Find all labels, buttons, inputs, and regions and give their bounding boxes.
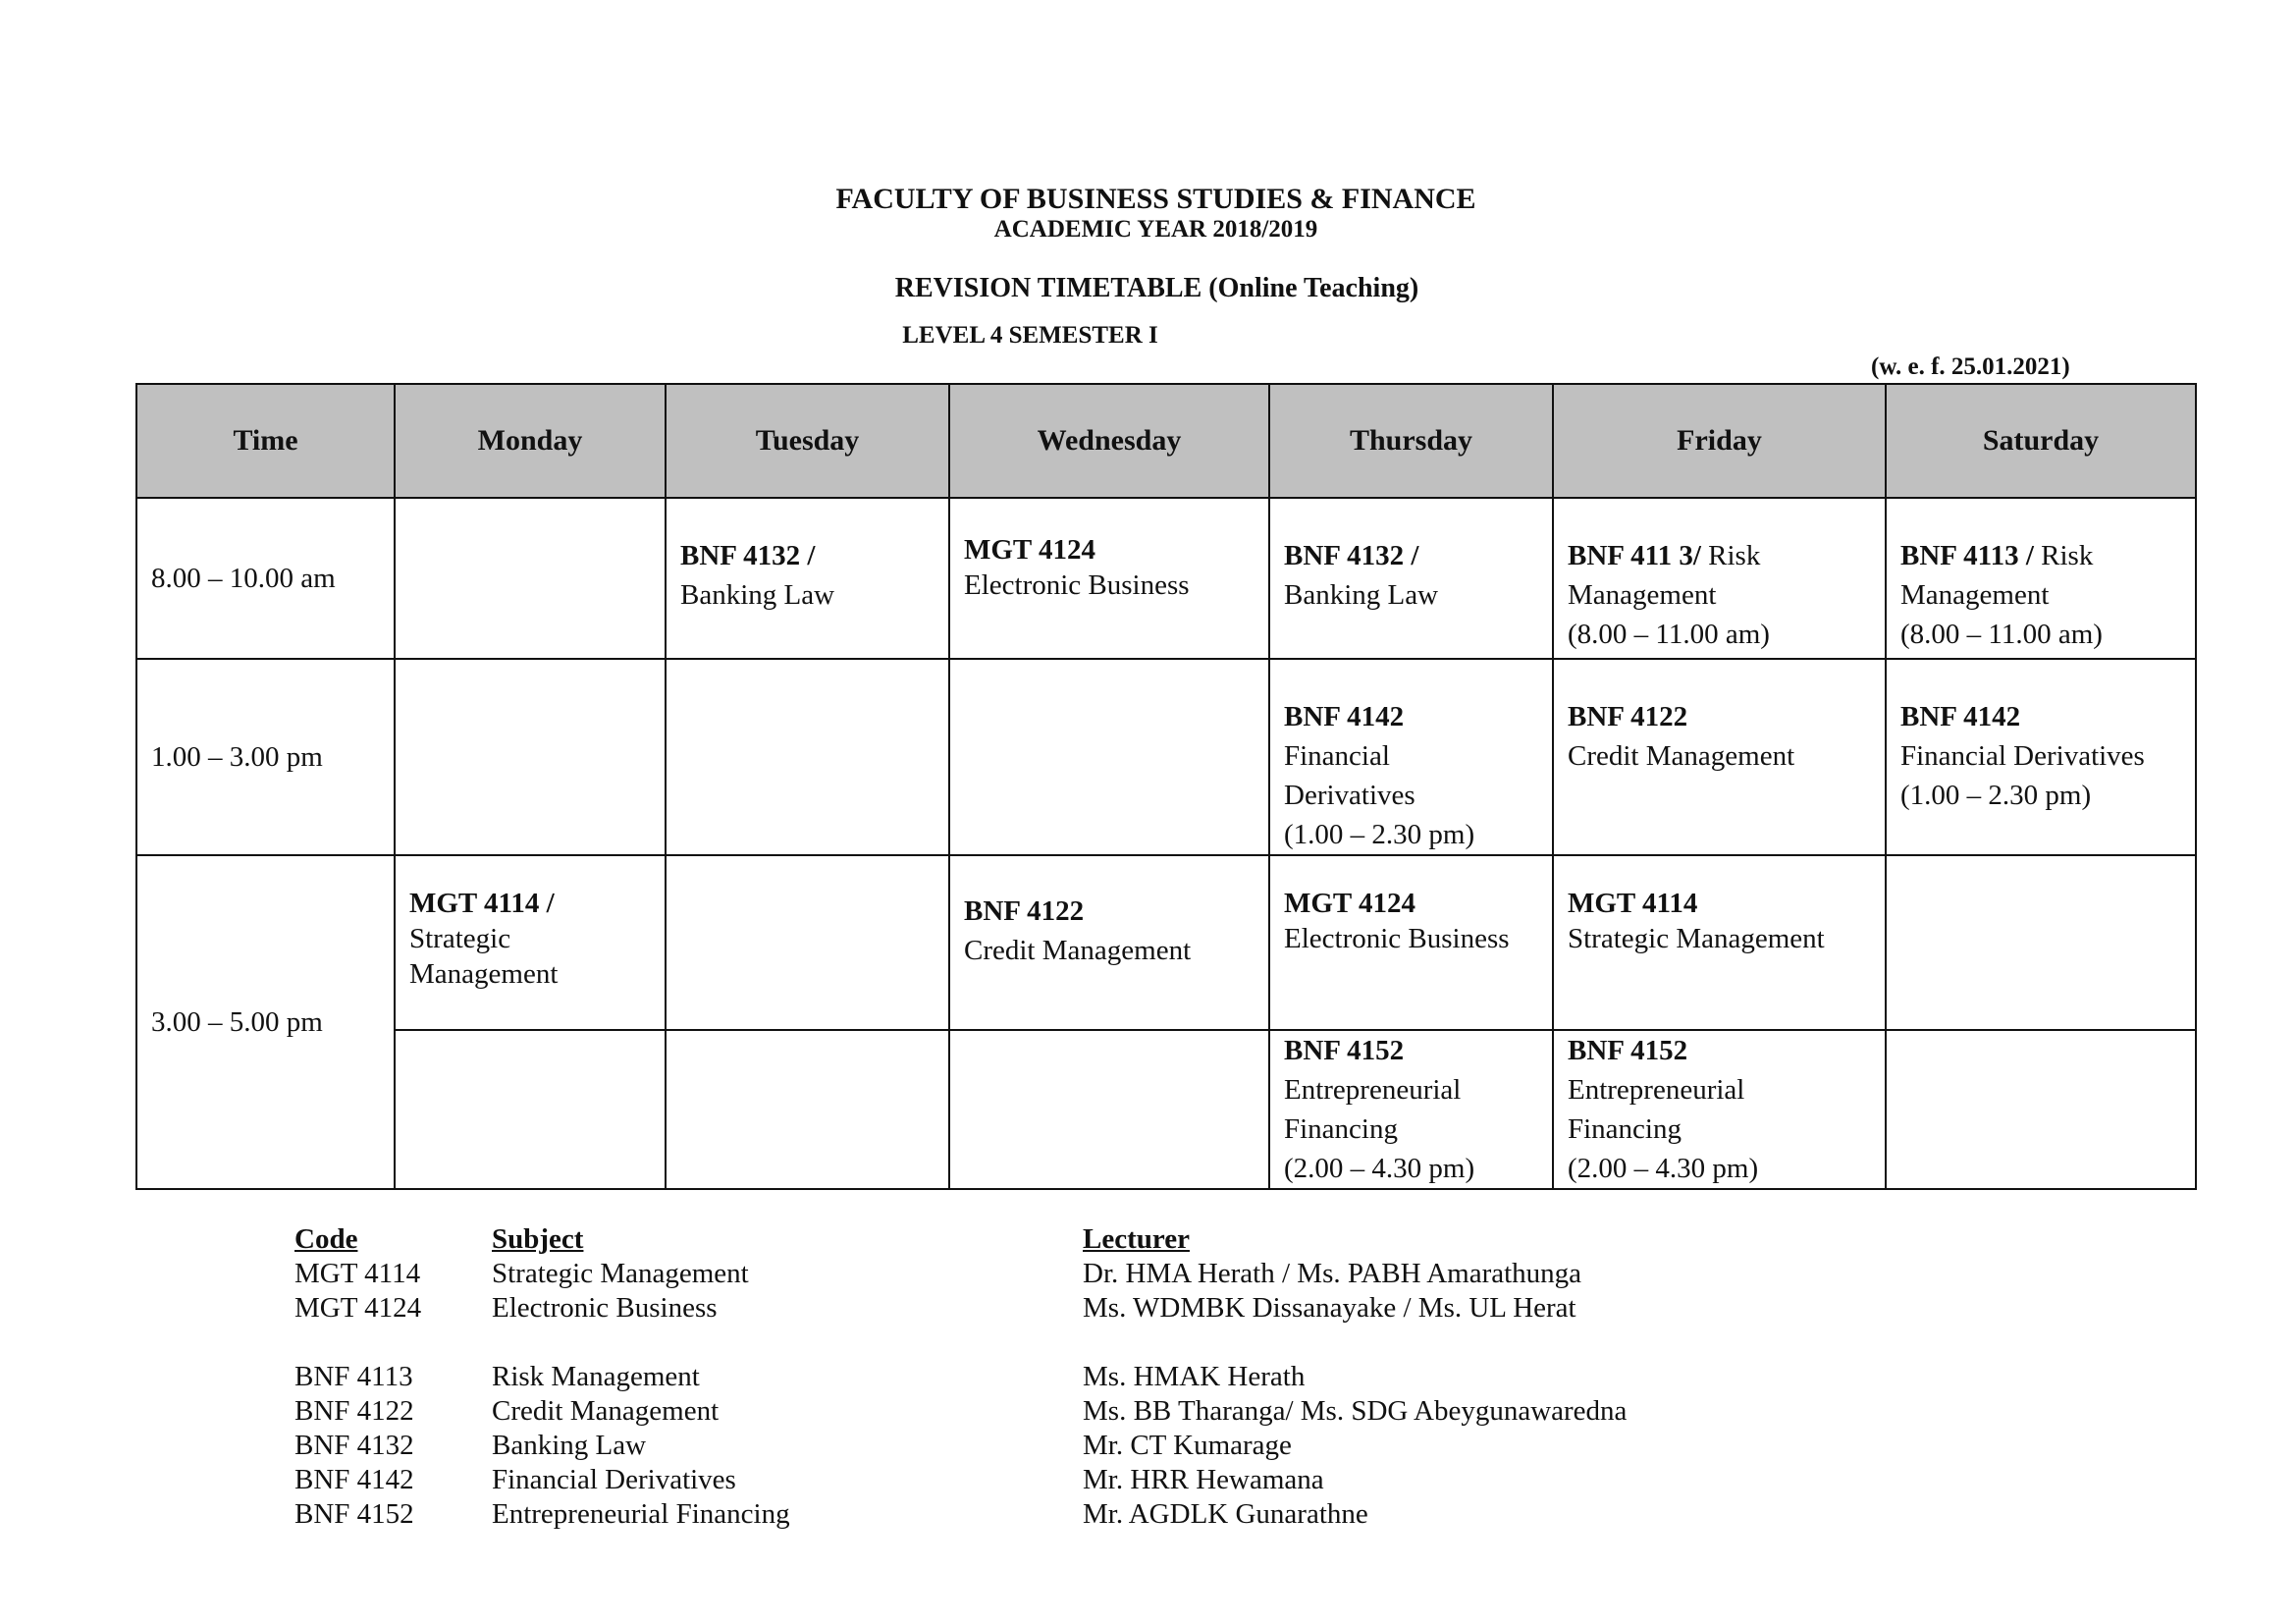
time-cell: 3.00 – 5.00 pm [136,855,395,1189]
legend-subject-column [492,1222,790,1532]
table-row [136,1030,2196,1189]
course-time-note: (8.00 – 11.00 am) [1568,619,1770,650]
legend-code: BNF 4142 [294,1464,414,1495]
empty-cell [1886,1030,2196,1189]
course-code: MGT 4124 [964,534,1095,566]
legend-lecturer: Mr. CT Kumarage [1083,1430,1292,1461]
legend-lecturer: Ms. WDMBK Dissanayake / Ms. UL Herat [1083,1292,1576,1324]
course-subject: Derivatives [1284,780,1415,811]
col-header-monday: Monday [395,384,666,498]
legend-code: BNF 4152 [294,1498,414,1530]
course-subject: Electronic Business [1284,923,1510,954]
legend-lecturer: Ms. HMAK Herath [1083,1361,1306,1392]
course-time-note: (8.00 – 11.00 am) [1900,619,2103,650]
course-subject: Financing [1568,1113,1682,1145]
course-code: BNF 411 3/ [1568,540,1701,571]
legend-lecturer-header: Lecturer [1083,1223,1190,1255]
course-subject: Entrepreneurial [1284,1074,1462,1106]
legend-subject: Entrepreneurial Financing [492,1498,790,1530]
legend-subject: Electronic Business [492,1292,718,1324]
class-cell [949,498,1269,659]
empty-cell [949,1030,1269,1189]
class-cell [1269,659,1553,855]
class-cell [949,855,1269,1030]
course-subject: Electronic Business [964,569,1190,601]
course-code: BNF 4113 / [1900,540,2034,571]
col-header-thursday: Thursday [1269,384,1553,498]
class-cell [395,855,666,1030]
course-code: BNF 4132 / [680,540,816,571]
class-cell [666,498,949,659]
faculty-title: FACULTY OF BUSINESS STUDIES & FINANCE [835,183,1476,215]
course-code: BNF 4122 [1568,701,1688,732]
course-subject: Entrepreneurial [1568,1074,1745,1106]
course-subject: Management [1568,579,1717,611]
class-cell [1553,1030,1886,1189]
timetable [135,383,2197,1190]
empty-cell [949,659,1269,855]
course-time-note: (2.00 – 4.30 pm) [1284,1153,1475,1184]
legend-code: BNF 4113 [294,1361,413,1392]
legend-code: BNF 4122 [294,1395,414,1427]
course-subject: Credit Management [1568,740,1795,772]
class-cell [1886,659,2196,855]
legend-subject-header: Subject [492,1223,584,1255]
legend-subject: Credit Management [492,1395,720,1427]
course-subject: Credit Management [964,935,1192,966]
legend-subject: Strategic Management [492,1258,749,1289]
col-header-tuesday: Tuesday [666,384,949,498]
class-cell [1553,498,1886,659]
empty-cell [666,855,949,1030]
level-semester: LEVEL 4 SEMESTER I [902,322,1158,349]
course-code: BNF 4142 [1284,701,1405,732]
course-subject: Management [1900,579,2050,611]
col-header-wednesday: Wednesday [949,384,1269,498]
course-subject: Banking Law [1284,579,1439,611]
course-subject: Strategic Management [1568,923,1825,954]
empty-cell [666,1030,949,1189]
course-subject: Management [409,958,559,990]
course-code: BNF 4152 [1568,1035,1688,1066]
course-code: MGT 4114 / [409,888,555,919]
legend-code: MGT 4124 [294,1292,422,1324]
table-row [136,498,2196,659]
legend-lecturer: Mr. HRR Hewamana [1083,1464,1324,1495]
course-subject: Financial Derivatives [1900,740,2145,772]
course-code: MGT 4114 [1568,888,1698,919]
empty-cell [666,659,949,855]
course-code: MGT 4124 [1284,888,1415,919]
table-row [136,659,2196,855]
course-subject: Strategic [409,923,511,954]
legend-subject: Risk Management [492,1361,700,1392]
legend-code-column [294,1222,421,1532]
legend-subject: Financial Derivatives [492,1464,736,1495]
course-subject: Financial [1284,740,1390,772]
course-subject: Risk [2033,540,2094,571]
timetable-header-row [136,384,2196,498]
course-code: BNF 4122 [964,895,1085,927]
course-time-note: (1.00 – 2.30 pm) [1284,819,1475,850]
col-header-time: Time [136,384,395,498]
col-header-friday: Friday [1553,384,1886,498]
timetable-title: REVISION TIMETABLE (Online Teaching) [894,273,1419,303]
time-cell: 8.00 – 10.00 am [136,498,395,659]
course-subject: Financing [1284,1113,1398,1145]
legend-code: BNF 4132 [294,1430,414,1461]
class-cell [1269,498,1553,659]
table-row [136,855,2196,1030]
empty-cell [395,498,666,659]
effective-date: (w. e. f. 25.01.2021) [1871,353,2070,380]
course-time-note: (1.00 – 2.30 pm) [1900,780,2092,811]
empty-cell [395,1030,666,1189]
course-code: BNF 4152 [1284,1035,1405,1066]
time-cell: 1.00 – 3.00 pm [136,659,395,855]
legend-subject: Banking Law [492,1430,647,1461]
legend-lecturer-column [1083,1222,1627,1532]
legend-code: MGT 4114 [294,1258,421,1289]
legend-lecturer: Mr. AGDLK Gunarathne [1083,1498,1368,1530]
class-cell [1269,1030,1553,1189]
class-cell [1269,855,1553,1030]
class-cell [1553,855,1886,1030]
empty-cell [395,659,666,855]
academic-year: ACADEMIC YEAR 2018/2019 [993,216,1318,243]
legend-lecturer: Dr. HMA Herath / Ms. PABH Amarathunga [1083,1258,1582,1289]
empty-cell [1886,855,2196,1030]
class-cell [1553,659,1886,855]
class-cell [1886,498,2196,659]
course-subject: Banking Law [680,579,835,611]
course-code: BNF 4142 [1900,701,2021,732]
legend-code-header: Code [294,1223,358,1255]
course-code: BNF 4132 / [1284,540,1419,571]
course-time-note: (2.00 – 4.30 pm) [1568,1153,1759,1184]
course-subject: Risk [1700,540,1761,571]
legend-lecturer: Ms. BB Tharanga/ Ms. SDG Abeygunawaredna [1083,1395,1628,1427]
col-header-saturday: Saturday [1886,384,2196,498]
